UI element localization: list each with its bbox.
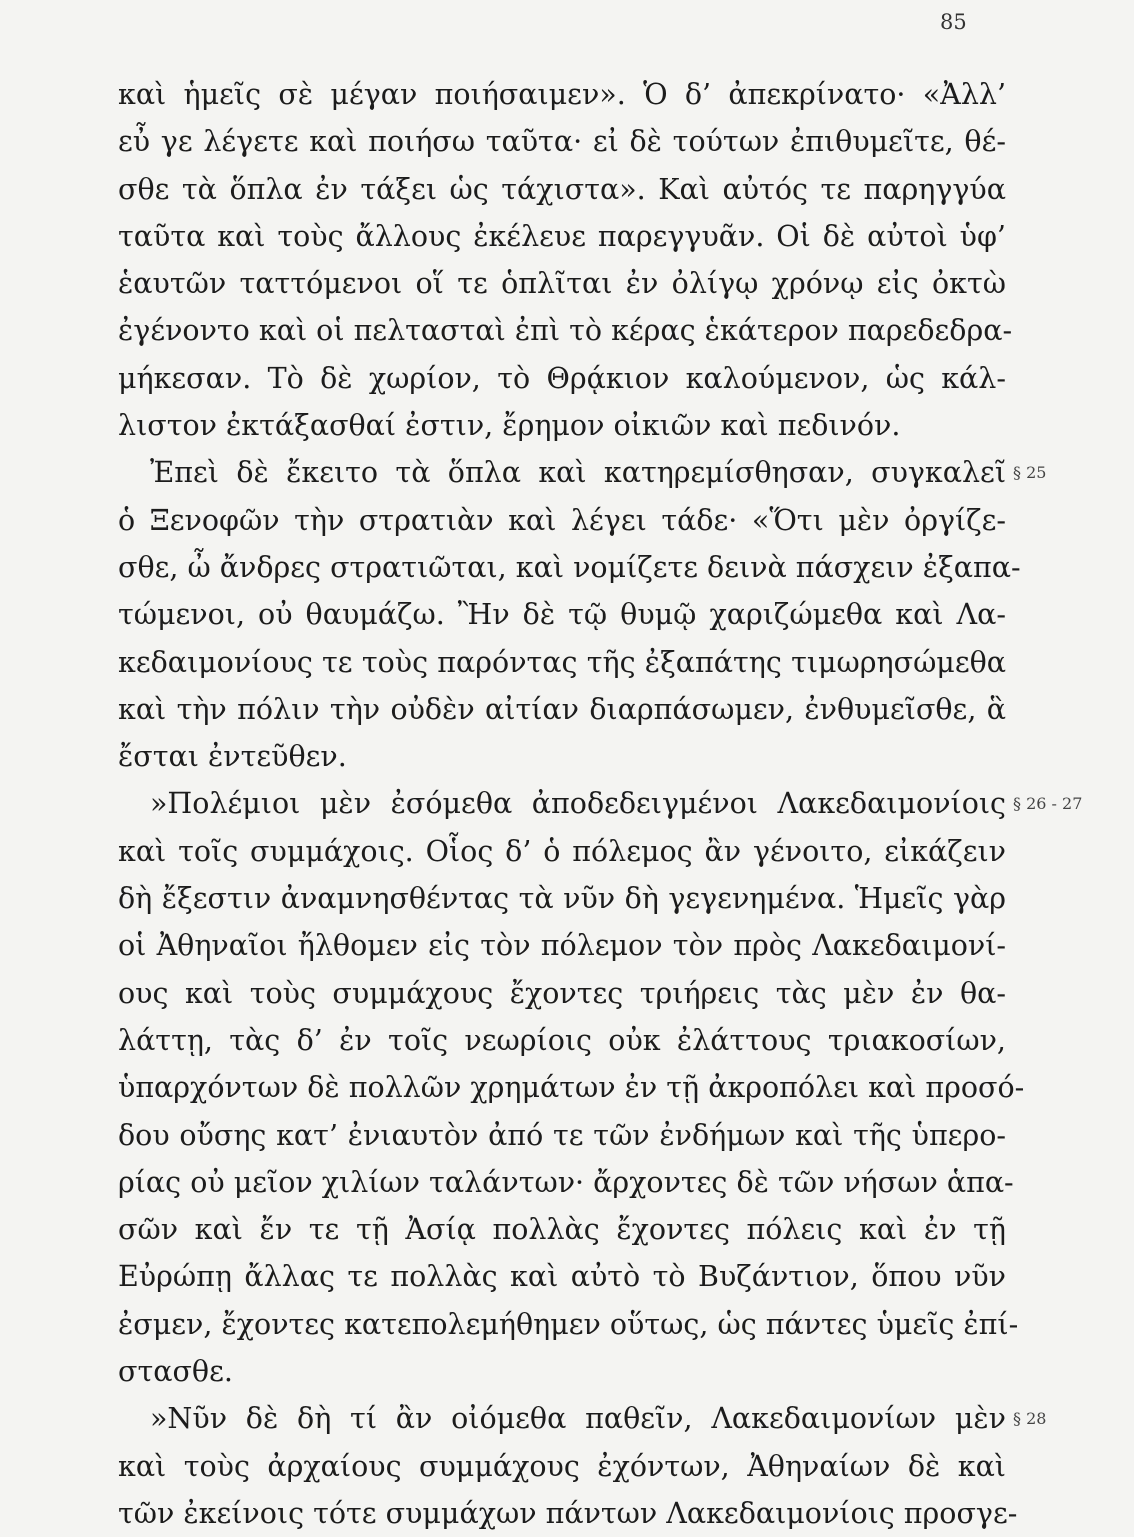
- text-line: καὶ τοῖς συμμάχοις. Οἷος δ’ ὁ πόλεμος ἂν γένοιτο, εἰκάζειν: [118, 834, 1006, 868]
- text-line: καὶ τοὺς ἀρχαίους συμμάχους ἐχόντων, Ἀθηναίων δὲ καὶ: [118, 1449, 1006, 1483]
- text-line: ὑπαρχόντων δὲ πολλῶν χρημάτων ἐν τῇ ἀκροπόλει καὶ προσό-: [118, 1071, 1025, 1105]
- text-line: »Πολέμιοι μὲν ἐσόμεθα ἀποδεδειγμένοι Λακεδαιμονίοις § 26 - 27: [118, 780, 1006, 827]
- text-line: καὶ ἡμεῖς σὲ μέγαν ποιήσαιμεν». Ὁ δ’ ἀπεκρίνατο· «Ἀλλ’: [118, 78, 1006, 111]
- text-line: τώμενοι, οὐ θαυμάζω. Ἢν δὲ τῷ θυμῷ χαριζώμεθα καὶ Λα-: [118, 598, 1006, 632]
- text-line: ταῦτα καὶ τοὺς ἄλλους ἐκέλευε παρεγγυᾶν. Οἱ δὲ αὐτοὶ ὑφ’: [118, 219, 1006, 253]
- text-line: μήκεσαν. Τὸ δὲ χωρίον, τὸ Θρᾴκιον καλούμενον, ὡς κάλ-: [118, 361, 1006, 395]
- text-line: »Νῦν δὲ δὴ τί ἂν οἰόμεθα παθεῖν, Λακεδαιμονίων μὲν § 28: [118, 1395, 1006, 1442]
- section-ref-25: § 25: [1013, 463, 1047, 483]
- text-line: καὶ τὴν πόλιν τὴν οὐδὲν αἰτίαν διαρπάσωμεν, ἐνθυμεῖσθε, ἃ: [118, 692, 1006, 726]
- greek-text-body: [118, 71, 1083, 1537]
- text-line: Ἐπεὶ δὲ ἔκειτο τὰ ὅπλα καὶ κατηρεμίσθησαν, συγκαλεῖ § 25: [118, 449, 1006, 496]
- text-line: Εὐρώπῃ ἄλλας τε πολλὰς καὶ αὐτὸ τὸ Βυζάντιον, ὅπου νῦν: [118, 1260, 1006, 1294]
- page-number: 85: [940, 10, 967, 34]
- text-line: ἐσμεν, ἔχοντες κατεπολεμήθημεν οὕτως, ὡς πάντες ὑμεῖς ἐπί-: [118, 1307, 1019, 1341]
- text-line: δου οὔσης κατ’ ἐνιαυτὸν ἀπό τε τῶν ἐνδήμων καὶ τῆς ὑπερο-: [118, 1118, 1006, 1152]
- section-ref-28: § 28: [1013, 1409, 1047, 1429]
- text-line: κεδαιμονίους τε τοὺς παρόντας τῆς ἐξαπάτης τιμωρησώμεθα: [118, 645, 1006, 679]
- text-line: σθε, ὦ ἄνδρες στρατιῶται, καὶ νομίζετε δεινὰ πάσχειν ἐξαπα-: [118, 550, 1021, 584]
- text-line: λάττῃ, τὰς δ’ ἐν τοῖς νεωρίοις οὐκ ἐλάττους τριακοσίων,: [118, 1023, 1006, 1057]
- text-line: ἑαυτῶν ταττόμενοι οἵ τε ὁπλῖται ἐν ὀλίγῳ χρόνῳ εἰς ὀκτὼ: [118, 267, 1006, 301]
- text-line: εὖ γε λέγετε καὶ ποιήσω ταῦτα· εἰ δὲ τούτων ἐπιθυμεῖτε, θέ-: [118, 125, 1006, 159]
- text-line: ὁ Ξενοφῶν τὴν στρατιὰν καὶ λέγει τάδε· «Ὅτι μὲν ὀργίζε-: [118, 503, 1006, 537]
- text-line: στασθε.: [118, 1355, 233, 1389]
- text-line: σθε τὰ ὅπλα ἐν τάξει ὡς τάχιστα». Καὶ αὐτός τε παρηγγύα: [118, 172, 1006, 206]
- text-line: ρίας οὐ μεῖον χιλίων ταλάντων· ἄρχοντες δὲ τῶν νήσων ἁπα-: [118, 1165, 1014, 1199]
- text-line: δὴ ἔξεστιν ἀναμνησθέντας τὰ νῦν δὴ γεγενημένα. Ἡμεῖς γὰρ: [118, 882, 1006, 916]
- text-line: ους καὶ τοὺς συμμάχους ἔχοντες τριήρεις τὰς μὲν ἐν θα-: [118, 976, 1006, 1010]
- text-line: ἔσται ἐντεῦθεν.: [118, 740, 347, 774]
- text-line: λιστον ἐκτάξασθαί ἐστιν, ἔρημον οἰκιῶν καὶ πεδινόν.: [118, 409, 901, 443]
- section-ref-26-27: § 26 - 27: [1013, 794, 1083, 814]
- text-line: τῶν ἐκείνοις τότε συμμάχων πάντων Λακεδαιμονίοις προσγε-: [118, 1496, 1018, 1530]
- text-line: σῶν καὶ ἔν τε τῇ Ἀσίᾳ πολλὰς ἔχοντες πόλεις καὶ ἐν τῇ: [118, 1213, 1006, 1247]
- text-line: οἱ Ἀθηναῖοι ἤλθομεν εἰς τὸν πόλεμον τὸν πρὸς Λακεδαιμονί-: [118, 929, 1006, 963]
- text-line: ἐγένοντο καὶ οἱ πελτασταὶ ἐπὶ τὸ κέρας ἑκάτερον παρεδεδρα-: [118, 314, 1013, 348]
